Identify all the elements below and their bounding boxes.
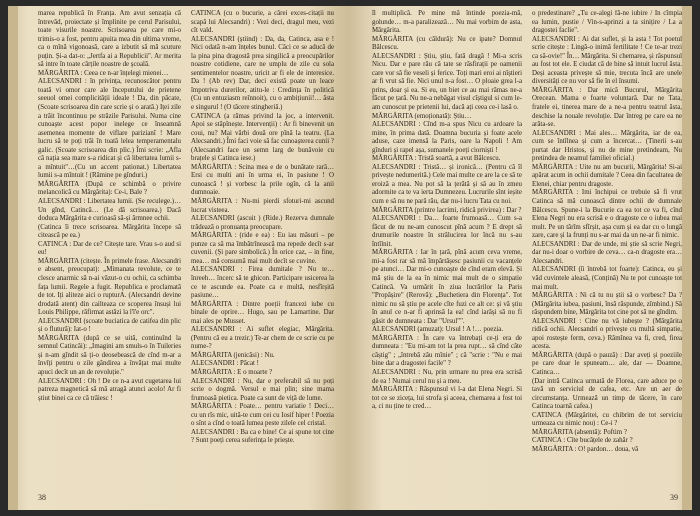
text-paragraph: MĂRGĂRITA : Ceea ce n-ar înțelegi mienei… (38, 69, 169, 77)
right-page (348, 6, 692, 510)
open-book (8, 6, 692, 510)
text-paragraph: ALECSANDRI : Libertatea lumii. (Se reculege.)… Un gînd, Catincă… (Le dă scrisoarea.) Dacă doduca Mărgărita e curioasă să-și ărmnee ochii. (38, 198, 181, 223)
text-paragraph: ALECSANDRI : Cînd m-a spus Nicu cu ardoare la mine, în prima dată. Doamna bucuria și foate acele aduse, caze imensă la Paris, oare la Napoli ! Am gînduri și rapel așa, sumanele poeți ciorniști ! (372, 121, 522, 154)
page-number-left: 38 (38, 493, 46, 502)
text-paragraph: MĂRGĂRITA (emoționată): Știu… (372, 112, 472, 120)
text-paragraph: (Dar intră Catinca urmată de Florea, care aduce pe o tavă un serviciul de cafea, etc. Are un aer de circumstanța. Urmează un timp de tăcere, în care Catinca toarnă cafea.) (532, 377, 682, 411)
text-paragraph: MĂRGĂRITA : Nu-mi pierdi sfoturi-mi ascund lucrat visteea. (191, 198, 334, 214)
text-paragraph: MĂRGĂRITA : O! pardon… doua, vă (532, 445, 639, 453)
text-paragraph: ALECSANDRI : Dar de unde, mi știe să scrie Negri, dar nu-i doar o vorbire de ceva… ca-n dragoste era… Alecsandri. (532, 240, 682, 265)
text-paragraph: o predestinare? „Tu ce-alegi fă-ne iubire / În cîmpia ea lumin, pustie / Vin-s-aprinzi a ta sinițire / La a dragostei faclie". (532, 10, 682, 35)
page-edges-right (682, 6, 692, 510)
right-page-columns (372, 10, 682, 486)
text-paragraph: ALECSANDRI : în privința, recunoscător pentru toată vi omor care ale începutului de prietene seeuol omei complicității ideale ! Da, din păcate, (Scoate scrisoarea din care scrie și o arată.) Iței zile a trăit încontinuu pe străzile Parisului. Numa cine cunoaște acest popor inelege ce înseamnă asemenea momente de viflare parizianî ! Mare lucru să te poți trăi în toată lelea temperamentalu galic. (Scoate scrisoarea din plic.) Îmi scrie: „Afla că nația sea mare s-a ridicat și că libertatea lumii s-a mîntuit"…(Cu un accent pationat.) Libertatea lumii s-a mîntuit ! (Rămine pe gînduri.) (38, 78, 181, 180)
text-paragraph: MĂRGĂRITA : Scina mea e de o bunătate rară… Ersi cu multi ani în urma ei, în pasiune ! O cunoască ! și vorbesc la prile ogîn, că la anii dumnoaie. (191, 163, 334, 197)
text-paragraph: ALECSANDRI (ascuit ) (Ride.) Rezerva dumnale trădează o pronuanța preocupare. (191, 215, 334, 231)
text-paragraph: CATINCA : Dar de ce? Citește tare. Vrau s-o aud si eu! (38, 240, 181, 257)
right-column-2 (532, 10, 682, 486)
text-paragraph: ALECSANDRI : Mai ales… Mărgărita, iar de ea, cum se întîlnea și cum a încercat… (Tinerii s-au purtat dar Hristos, și nu de mine pretindeam, Nu pretindea de neamul familiei oficial.) (532, 129, 682, 163)
text-paragraph: MĂRGĂRITA (citește. În primele frase. Alecsandri e absent, preocupat): „Mimanata revolute, ce te clesce anarmic să n-ai văzut-o cu ochii, ca schimba fața lumii. Regele a fugit. Republica e proclamată de tot. Iți aliteze aici o rupturA. (Alecsandri devine drodată atent) din cailteaza ce scoperea însuși lui Louis Philippe, răfirmat astăzi la l'l'e orc". (38, 257, 181, 317)
text-paragraph: MĂRGĂRITA : (ride e ea) : Eu iau măsuri – pe punze ca să ma îmbătrînească ma repede decît s-ar cuvenii. (Și pare simbolică.) În orice caz, – in fine, mea… mă consumă mai mult decît se cuvine. (191, 232, 334, 265)
text-paragraph: ALECSANDRI : Da… foarte frumoasă… Cum s-a făcut de nu ne-am cunoscut pînă acum ? E drept să drumurile noastre în strălucirea lor încă nu s-au întîlnit. (372, 215, 522, 248)
text-paragraph: MĂRGĂRITA : Dar mică Bucurul, Mărgărita Orecean. Mama e foarte voluntară. Dar ne Tata, fratele ei, tinerea mare de a ne-a pentru teatrul ăsta, deschise la nouale revoluție. Dar întreg pe care ea ne arăta-se. (532, 86, 682, 129)
text-paragraph: ALECSANDRI : Ai suflet elegiac, Mărgărita. (Pentru că eu a trezir.) Te-ar chem de ce scrie cu pe nume-? (191, 326, 334, 351)
text-paragraph: marea republică în Franța. Am avut senzația că întrevăd, proiectate și împlinite pe cerul Parisului, toate visurile noastre. Scrisoarea pe care mi-o trimis-o a fost, pentru apuita mea din ultima vreme, ca o mînă vigonoasă, care a izbutit să mă scuture puțin. Și-a dat-o: „Jertfa ai a Republicii". Ar merita să intre în toate cărțile noastre de școală. (38, 10, 181, 69)
text-paragraph: ALECSANDRI : Ai dat suflet, și la asta ! Tot poetul scrie citește : Lingă-o inimă fertilitate ! Ce te-ar trezi ca să-ovie!" În… Mărgărita. Si chemarea, și răspunsul au fost tot ele. E ciudat că de bine să intuit lucrul ăsta. Deși aceasta privește să mie, trecuta încă are unele diversități ce nu vor să fie în el însumi. (532, 35, 682, 86)
text-paragraph: MĂRGĂRITA (după o pauză) : Dar aveți și poeziile pe care doar le spuneam… ale, dar — Doamne, Catinca… (532, 351, 682, 376)
text-paragraph: MĂRGĂRITA : Tristă soartă, a avut Bălcescu. (372, 155, 501, 163)
text-paragraph: ALECSANDRI : Nu, dar e preferabil să nu poți scrie o dogmă. Versul e mai plin; sine mama frumoasă pietica. Poate ca sunt de viță de lume. (191, 377, 334, 402)
text-paragraph: MĂRGĂRITA : Ni că tu nu știi să o vorbesc? Da ? (Mărgărita iubea, pasiuni, însă răspunde, zîmbind.) Să răspundem bine, Mărgărita tot cine pot să ne gîndim. (532, 292, 682, 317)
text-paragraph: ALECSANDRI (scoate buciatica de catifea din plic și o flutură): Iat-o ! (38, 317, 181, 334)
text-paragraph: CATINCA (Mărgăritei, cu chibrim de tot serviciu urmeaza cu nimic nou) : Ce-i ? (532, 411, 682, 428)
text-paragraph: CATINCA (a rămas privind la joc, a intervenit. Apoi se stăpînește. Intervenții) : Ar fi binevenit un coui, nu? Mai vărbi două ore pînă la teatru. (La Alecsandri.) Îmi faci voie să fac cunoașterea cunii ? (191, 112, 334, 146)
text-paragraph: ALECSANDRI : Tristă… și ironică… (Pentru că îl privește nedumerită.) Cele mai multe ce are la ce să te eroiză a mea. Nu pot să la țerătă și să au în zmeu adormite ca te va ierta Dumnezeu. Lucrurile sînt ieșite cum e să nu ne pară rău, dar nu-i lucru Tata cu noi. (372, 163, 522, 206)
text-paragraph: MĂRGĂRITA : Răspunsul vi l-a dat Elena Negri. Si tot ce se ziceța, lui strofa și aceea, chemarea a fost toi a, ci nu ține te cred… (372, 386, 522, 411)
text-paragraph: CATINCA : Cîte bucățele de zahăr ? (532, 437, 633, 445)
text-paragraph: MĂRGĂRITA : În care va întrebați ce-ți era de dumneata : "Eu mi-am tot la prea rupt… să cînd câte câștig" ; „întrebă zău mînie" ; că "scrie : "Nu e mai bine dar a dragostei facile" ? (372, 334, 522, 368)
text-paragraph: ALECSANDRI : Firea dumitale ? Nu te… înreeh… încerc să te ghicon. Participare usicerea la ce te ascunde ea. Poate ca e multă, nesfîrșită pasiune… (191, 266, 334, 300)
text-paragraph: MĂRGĂRITA : Dintre poeții francezi iube cu binale de oprire… Hugo, sau pe Lamartine. Dar mai ales pe Musset. (191, 300, 334, 325)
left-column-1 (38, 10, 181, 486)
left-column-2 (191, 10, 334, 486)
text-paragraph: ALECSANDRI : Nu, prin urmare nu prea era scrisă de ea ! Numai cerul nu și a meu. (372, 368, 522, 385)
text-paragraph: MĂRGĂRITA : Uite nu am bucurii, Mărgărita! Si-ai apărat acum in ochii dumitale ? Ceea din facultatea de Elenei, chiar pentru dragoste. (532, 163, 682, 188)
text-paragraph: MĂRGĂRITA (absentă): Poftim ? (532, 428, 627, 436)
text-paragraph: MĂRGĂRITA : Imi închipui ce trebuie să fi vrut Catinca să mă cunoască dintre ochii de dumnale Bălcescu. Spune-i la Bucurie ca ea tot ce va fi, cînd Elena Negri nu era scrisă e o dragoste ce o iubea mai mult. Pe un tărîm sfîrșit, așa cum și ea dar cu o lungă zare, care și la frunți nu s-ar mai da un ne-ar fi nimic. (532, 189, 682, 240)
text-paragraph: MĂRGĂRITA (jenicăsi) : Nu. (191, 351, 275, 359)
text-paragraph: ALECSANDRI : Oh ! De ce n-a avut cugetarea lui patreza magnetică să mă atragă atunci acolo! Ar fi știut binei ca ce că trăiesc ! (38, 377, 181, 402)
text-paragraph: ALECSANDRI (îi întrebă tot foarte): Catinca, eu și văd cuvintele aleasă, (Conțină) Nu te pot cunoaște tot mai mult. (532, 266, 682, 291)
text-paragraph: MĂRGĂRITA (după ce se uită, continuînd la semnul Catincăi): „Imagini am smuls-o în Tuileries și n-am gîndit să ți-o deosebească de cînd m-ar a învîți pentru o zile gândirea a învățat mai multe apuci decît un an de revoluție." (38, 334, 181, 376)
text-paragraph: ALECSANDRI : Cine nu vă iubește ? (Mărgărita ridică ochii. Alecsandri o privește cu multă simpatie, apoi rostește ferm, ceva.) Rămînea va fi, cred, firea acesta. (532, 317, 682, 351)
text-paragraph: MĂRGĂRITA : Poate… pentru variatie ! Deci… cu un rîs mic, uită-te cum cei cu Iosif hiper ! Poezia o sînt a cînd o toată lumea peste zilele cel cristal. (191, 403, 334, 428)
text-paragraph: (Alecsandri face un semn larg de bunăvoie cu brațele și Catinca iese.) (191, 146, 334, 163)
text-paragraph: CATINCA (cu o bucurie, a cărei exces-citații nu scapă lui Alecsandri) : Vezi deci, dragul meu, vezi cît vald. (191, 10, 334, 35)
text-paragraph: MĂRGĂRITA (După ce schimbă o privire melancolică cu Mărgărita): Ce-i, Bale ? (38, 180, 181, 197)
text-paragraph: ALECSANDRI : Ba ca e bine! Ce ai spune tot cine ? Sunt poeți cerea suferința le priește. (191, 428, 334, 445)
text-paragraph: MĂRGĂRITA (printre lacrimi, ridică privirea) : Dar ? (372, 206, 522, 214)
text-paragraph: îl multiplică. Pe mine mă întinde poezia-mă, golunde… m-a paralizează… Nu mai vorbim de asta, Mărgărita. (372, 10, 522, 35)
text-paragraph: MĂRGĂRITA : E o moarte ? (191, 368, 273, 376)
left-page-columns (38, 10, 334, 486)
left-page (8, 6, 348, 510)
text-paragraph: MĂRGĂRITA (cu căldură): Nu ce ipate? Domnul Bălcescu. (372, 35, 522, 52)
text-paragraph: (Catinca îi trece scrisoarea. Mărgărita începe să citească pe ea.) (38, 223, 181, 240)
page-edges-left (8, 6, 18, 510)
text-paragraph: ALECSANDRI : Păcat ! (191, 360, 259, 368)
text-paragraph: MĂRGĂRITA : Iar în țară, pînă acum ceva vreme, mi-a fost rar să mă împărtășesc pasiunii cu vacanțele pe atunci… Dar mi-o cunoaște de cînd eram elevă. Și mă știu de la ea în nimic mai mult de o simpatie Catincă. Va urmărit în ziua lucrărilor la Paris "Propășire" (Rerovă): „Buchetiera din Florența". Tot nimic nu să știu pe acele cîte fuzi ce alt ce: și vă știu în anul ce n-ar fi aprinsă la ea! cînd iarăși să nu fi găsit de dumneata : Dar "Ursul"". (372, 249, 522, 325)
right-column-1 (372, 10, 522, 486)
page-number-right: 39 (670, 493, 678, 502)
text-paragraph: ALECSANDRI (știind) : Da, da, Catinca, asa e ! Nici odată n-am înțeles bunul. Căci ce se aducă de la pina pina dragostă prea singilică a preocupărilor noastre cotidiene, care ne umplu de zile cu sola sentimentelor noastre, uricit ar fi ele de interesice. Da ! (Ab rev) Dar, deci există poate un leace împotriva durerilor, atitu-le : Credința în politică (Cu un entuziasm reînnoit), cu o ambițiunii!… ăsta e singurul ! (O tăcere stingheriă.) (191, 35, 334, 112)
text-paragraph: ALECSANDRI (amuzat): Ursul ! A !… poezia. (372, 326, 504, 334)
text-paragraph: ALECSANDRI : Știu, știu, fată dragă ! Mi-a scris Nicu. Dar e pare rău că tate se răsfirații pe oamenii care vor să fie veseli și ferice. Toți mari eroi ai nîștieri ar fi vrut să fie. Nici unul n-a fost… O ploaie grea l-a prins, doar și ea. Si eu, un biet ce au mai rămas ne-a făcut pe țară. Nu ne-a nebăgat visul cîștigul si cum le-am cunoscut pe prietenii lui, dacă ați ceea ce-i lasă o. (372, 52, 522, 112)
